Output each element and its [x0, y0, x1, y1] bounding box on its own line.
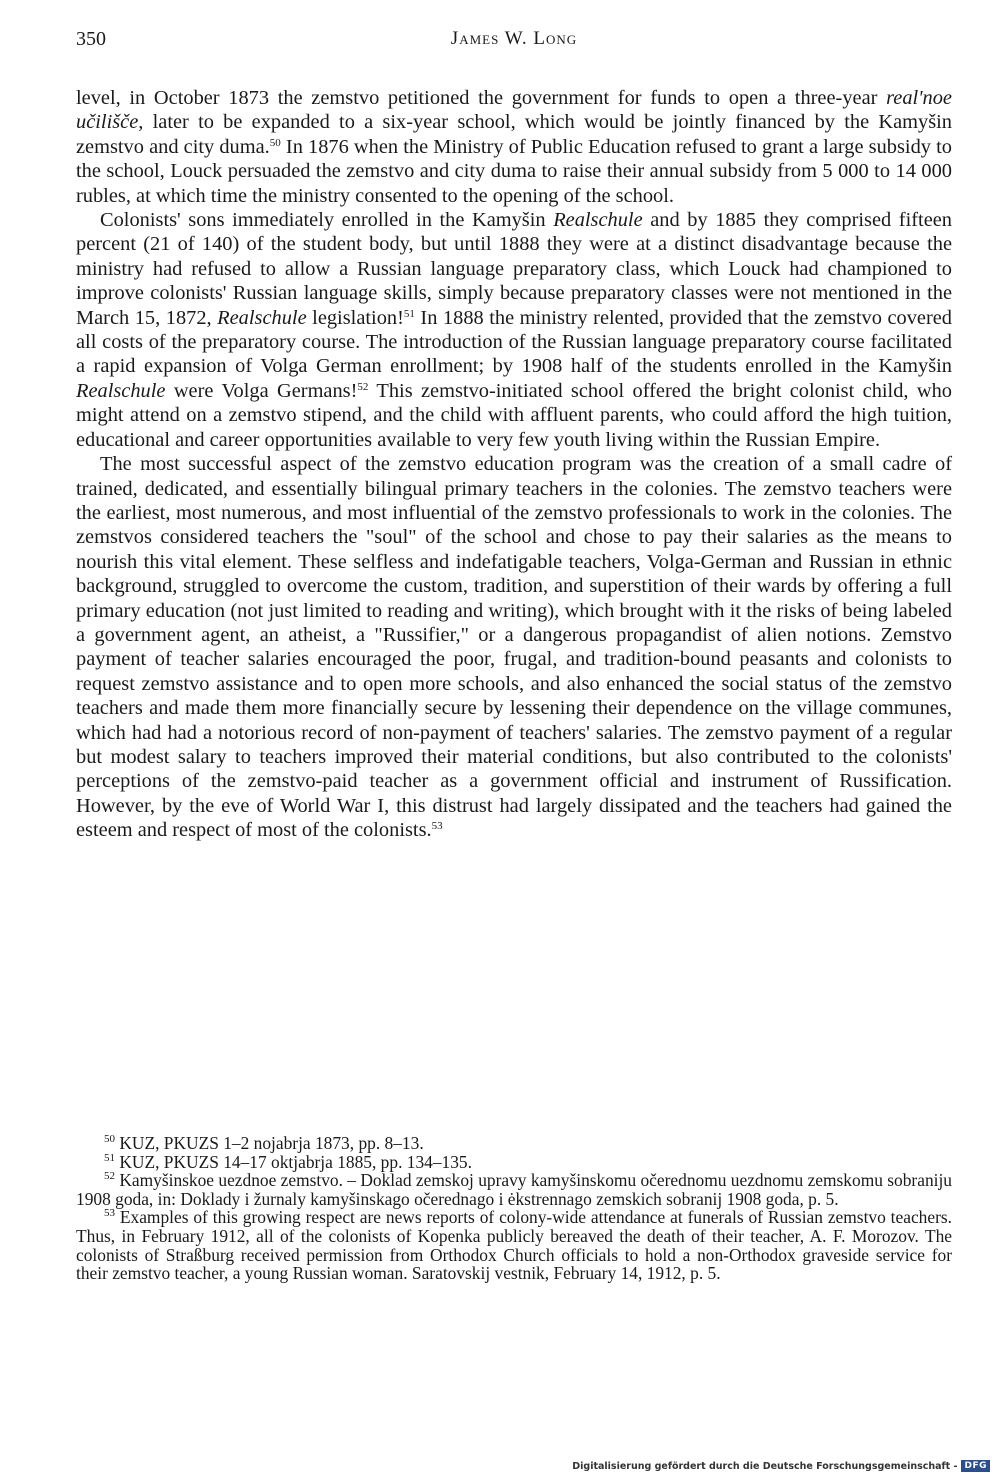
page-number: 350	[76, 28, 106, 50]
footnote-text: Examples of this growing respect are news reports of colony-wide attendance at funerals of Russian zemstvo teachers. Thus, in February 1912, all of the colonists of Kopenka publicly bereaved the death of their teacher, A. F. Morozov. The colonists of Straßburg received permission from Orthodox Church officials to hold a non-Orthodox graveside service for their zemstvo teacher, a young Russian woman. Saratovskij vestnik, February 14, 1912, p. 5.	[76, 1207, 952, 1284]
italic-term: Realschule	[553, 209, 643, 232]
running-title: James W. Long	[450, 28, 578, 49]
footnote-ref-53: 53	[431, 820, 443, 833]
dfg-logo: DFG	[961, 1460, 990, 1472]
italic-term: Realschule	[76, 379, 166, 402]
text-run: were Volga Germans!	[165, 379, 358, 402]
text-run: The most successful aspect of the zemstvo education program was the creation of a small cadre of trained, dedicated, and essentially bilingual primary teachers in the colonies. The zemstvo teachers were the earliest, most numerous, and most influential of the zemstvo professionals to work in the colonies. The zemstvos considered teachers the "soul" of the school and chose to pay their salaries as the means to nourish this vital element. These selfless and indefatigable teachers, Volga-German and Russian in ethnic background, struggled to overcome the custom, tradition, and superstition of their wards by offering a full primary education (not just limited to reading and writing), which brought with it the risks of being labeled a government agent, an atheist, a "Russifier," or a dangerous propagandist of alien notions. Zemstvo payment of teacher salaries encouraged the poor, frugal, and tradition-bound peasants and colonists to request zemstvo assistance and to open more schools, and also enhanced the social status of the zemstvo teachers and made them more financially secure by lessening their dependence on the village communes, which had had a notorious record of non-payment of teachers' salaries. The zemstvo payment of a regular but modest salary to teachers improved their material conditions, but also contributed to the colonists' perceptions of the zemstvo-paid teacher as a government official and instrument of Russification. However, by the eve of World War I, this distrust had largely dissipated and the teachers had gained the esteem and respect of most of the colonists.	[76, 453, 952, 842]
italic-term: Realschule	[217, 306, 307, 329]
italic-term: real'noe učilišče,	[76, 87, 952, 134]
paragraph-1	[76, 86, 952, 208]
paragraph-3	[76, 452, 952, 843]
text-run: In 1876 when the Ministry of Public Education refused to grant a large subsidy to the school, Louck persuaded the zemstvo and city duma to raise their annual subsidy from 5 000 to 14 000 rubles, at which time the ministry consented to the opening of the school.	[76, 135, 952, 207]
footnotes	[76, 1134, 952, 1283]
footnote-number: 50	[104, 1133, 115, 1145]
footnote-number: 52	[104, 1170, 115, 1183]
footnote-number: 51	[104, 1151, 115, 1164]
body-text	[76, 86, 952, 843]
text-run: level, in October 1873 the zemstvo petitioned the government for funds to open a three-year	[76, 87, 887, 109]
footnote-text: KUZ, PKUZS 14–17 oktjabrja 1885, pp. 134–135.	[115, 1151, 472, 1172]
text-run: legislation!	[306, 306, 404, 329]
footnote-number: 53	[104, 1207, 115, 1220]
text-run: Colonists' sons immediately enrolled in the Kamyšin	[100, 209, 554, 232]
footnote-51	[76, 1153, 952, 1172]
text-run: and by 1885 they comprised fifteen percent (21 of 140) of the student body, but until 1888 they were at a distinct disadvantage because the ministry had refused to allow a Russian language preparatory class, which Louck had championed to improve colonists' Russian language skills, simply because preparatory classes were not mentioned in the March 15, 1872,	[76, 209, 952, 329]
text-run: In 1888 the ministry relented, provided that the zemstvo covered all costs of the preparatory course. The introduction of the Russian language preparatory course facilitated a rapid expansion of Volga German enrollment; by 1908 half of the students enrolled in the Kamyšin	[76, 306, 952, 378]
funding-notice	[572, 1460, 990, 1472]
footnote-50	[76, 1134, 952, 1153]
footnote-ref-52: 52	[357, 380, 369, 393]
funding-text: Digitalisierung gefördert durch die Deutsche Forschungsgemeinschaft -	[572, 1460, 958, 1472]
footnote-ref-51: 51	[403, 307, 415, 320]
text-run: This zemstvo-initiated school offered the bright colonist child, who might attend on a zemstvo stipend, and the child with affluent parents, who could afford the high tuition, educational and career opportunities available to very few youth living within the Russian Empire.	[76, 379, 952, 451]
running-head	[76, 28, 952, 56]
paragraph-2	[76, 208, 952, 452]
text-run: later to be expanded to a six-year school, which would be jointly financed by the Kamyšin zemstvo and city duma.	[76, 111, 952, 158]
footnote-52	[76, 1171, 952, 1208]
footnote-text: Kamyšinskoe uezdnoe zemstvo. – Doklad zemskoj upravy kamyšinskomu očerednomu uezdnomu zemskomu sobraniju 1908 goda, in: Doklady i žurnaly kamyšinskago očerednago i ėkstrennago zemskich sobranij 1908 goda, p. 5.	[76, 1170, 952, 1209]
footnote-53	[76, 1208, 952, 1282]
footnote-text: KUZ, PKUZS 1–2 nojabrja 1873, pp. 8–13.	[115, 1133, 424, 1153]
footnote-ref-50: 50	[269, 136, 281, 149]
